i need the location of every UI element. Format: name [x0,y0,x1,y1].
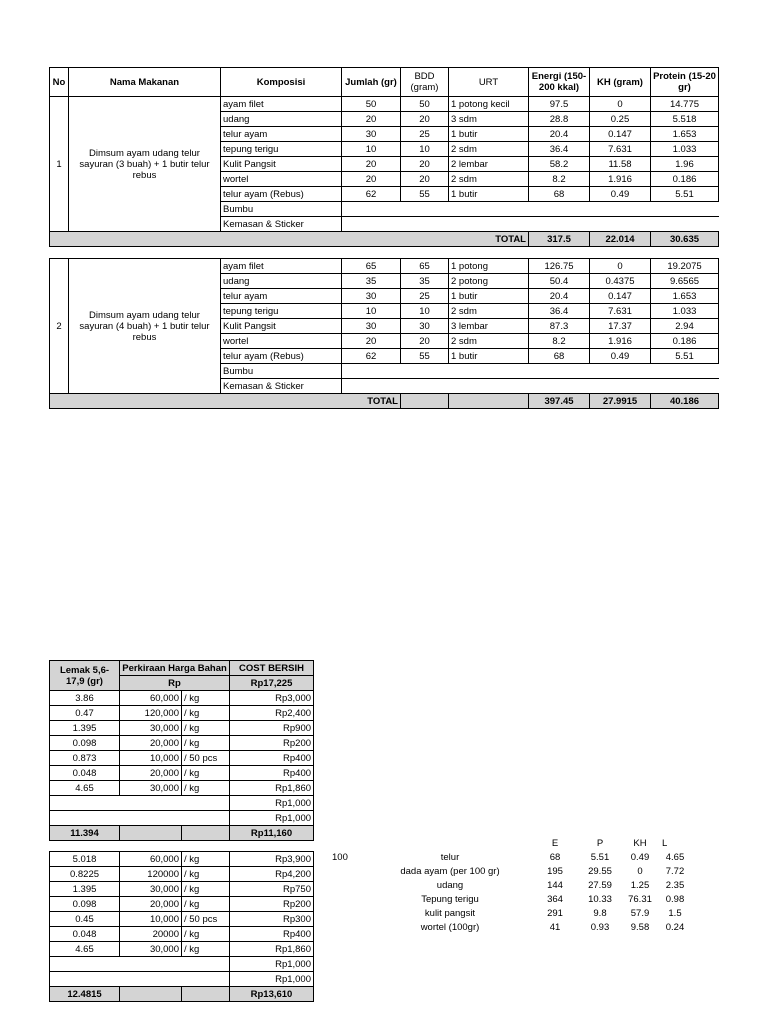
kh-cell: 0.147 [590,289,651,304]
ref-col-l: L [662,838,668,849]
cost-cell: Rp1,000 [230,957,314,972]
total-label: TOTAL [50,232,529,247]
komposisi-cell: wortel [221,334,342,349]
kh-cell: 1.916 [590,334,651,349]
cost-cell: Rp200 [230,736,314,751]
unit-cell: / kg [182,867,230,882]
cost-cell: Rp900 [230,721,314,736]
unit-cell: / kg [182,852,230,867]
energi-cell: 36.4 [529,142,590,157]
ref-e: 195 [547,866,563,877]
col-jumlah: Jumlah (gr) [342,68,401,97]
table-row [50,912,314,927]
cost-cell: Rp400 [230,751,314,766]
table-row [50,972,314,987]
protein-cell: 5.51 [651,187,719,202]
reference-row [330,907,690,921]
table-row [50,259,719,274]
table-row [50,942,314,957]
ref-kh: 0 [637,866,643,877]
ref-p: 29.55 [588,866,612,877]
energi-cell: 8.2 [529,334,590,349]
lemak-cell: 5.018 [50,852,120,867]
bdd-cell: 65 [401,259,449,274]
jumlah-cell: 62 [342,187,401,202]
jumlah-cell: 30 [342,289,401,304]
ref-col-p: P [596,838,604,849]
empty-cell [449,394,529,409]
ref-item: kulit pangsit [424,908,476,919]
cost-total-top: Rp17,225 [230,676,314,691]
cost-cell: Rp3,000 [230,691,314,706]
lemak-cell: 0.873 [50,751,120,766]
total-label: TOTAL [50,394,401,409]
bdd-cell: 35 [401,274,449,289]
kh-cell: 7.631 [590,142,651,157]
reference-row [330,893,690,907]
ref-l: 4.65 [665,852,685,863]
jumlah-cell: 30 [342,127,401,142]
protein-cell: 5.51 [651,349,719,364]
jumlah-cell: 20 [342,172,401,187]
empty-cell [182,987,230,1002]
protein-cell: 1.033 [651,304,719,319]
price-cell: 10,000 [120,912,182,927]
reference-row [330,851,690,865]
table-row [50,781,314,796]
protein-cell: 1.033 [651,142,719,157]
empty-cell [50,796,230,811]
cost-cell: Rp200 [230,897,314,912]
urt-cell: 3 sdm [449,112,529,127]
col-komposisi: Komposisi [221,68,342,97]
urt-cell: 1 butir [449,349,529,364]
urt-cell: 2 potong [449,274,529,289]
unit-cell: / kg [182,942,230,957]
energi-cell: 97.5 [529,97,590,112]
lemak-cell: 0.048 [50,927,120,942]
ref-l: 0.24 [665,922,685,933]
komposisi-cell: ayam filet [221,97,342,112]
cost-table-2 [49,851,314,1002]
price-cell: 30,000 [120,781,182,796]
bdd-cell: 10 [401,142,449,157]
table-header-row [50,68,719,97]
col-protein: Protein (15-20 gr) [651,68,719,97]
bdd-cell: 20 [401,157,449,172]
food-name: Dimsum ayam udang telur sayuran (3 buah) + 1 butir telur rebus [69,97,221,232]
empty-cell [50,811,230,826]
row-number: 1 [50,97,69,232]
total-kh: 22.014 [590,232,651,247]
komposisi-cell: Bumbu [221,202,342,217]
empty-cell [120,826,182,841]
cost-cell: Rp1,000 [230,796,314,811]
jumlah-cell: 35 [342,274,401,289]
unit-cell: / kg [182,897,230,912]
unit-cell: / kg [182,882,230,897]
unit-cell: / kg [182,706,230,721]
ref-kh: 0.49 [630,852,650,863]
ref-e: 364 [547,894,563,905]
empty-cell [50,972,230,987]
bdd-cell: 30 [401,319,449,334]
energi-cell: 68 [529,187,590,202]
ref-e: 144 [547,880,563,891]
ref-p: 10.33 [588,894,612,905]
cost-header-row [50,661,314,676]
kh-cell: 0.147 [590,127,651,142]
empty-cell [342,202,719,217]
ref-l: 7.72 [665,866,685,877]
bdd-cell: 25 [401,289,449,304]
ref-p: 27.59 [588,880,612,891]
cost-table-1 [49,660,314,841]
unit-cell: / 50 pcs [182,912,230,927]
jumlah-cell: 20 [342,157,401,172]
bdd-cell: 50 [401,97,449,112]
protein-cell: 2.94 [651,319,719,334]
table-row [50,691,314,706]
bdd-cell: 55 [401,187,449,202]
cost-cell: Rp750 [230,882,314,897]
ref-col-e: E [551,838,559,849]
lemak-cell: 1.395 [50,721,120,736]
col-no: No [50,68,69,97]
total-energi: 397.45 [529,394,590,409]
table-row [50,882,314,897]
price-cell: 60,000 [120,691,182,706]
urt-cell: 3 lembar [449,319,529,334]
urt-cell: 2 sdm [449,142,529,157]
cost-cell: Rp4,200 [230,867,314,882]
jumlah-cell: 30 [342,319,401,334]
reference-row [330,865,690,879]
total-kh: 27.9915 [590,394,651,409]
table-row [50,721,314,736]
urt-cell: 2 lembar [449,157,529,172]
energi-cell: 87.3 [529,319,590,334]
ref-p: 5.51 [590,852,610,863]
empty-cell [342,364,719,379]
jumlah-cell: 65 [342,259,401,274]
protein-cell: 5.518 [651,112,719,127]
cost-total: Rp11,160 [230,826,314,841]
ref-kh: 9.58 [630,922,650,933]
energi-cell: 68 [529,349,590,364]
kh-cell: 0.4375 [590,274,651,289]
col-rp: Rp [120,676,230,691]
unit-cell: / kg [182,781,230,796]
cost-cell: Rp1,860 [230,781,314,796]
reference-row [330,921,690,935]
jumlah-cell: 50 [342,97,401,112]
cost-cell: Rp3,900 [230,852,314,867]
lemak-cell: 0.8225 [50,867,120,882]
price-cell: 30,000 [120,882,182,897]
empty-cell [182,826,230,841]
energi-cell: 36.4 [529,304,590,319]
lemak-cell: 3.86 [50,691,120,706]
kh-cell: 0 [590,259,651,274]
ref-item: dada ayam (per 100 gr) [400,866,500,877]
lemak-cell: 1.395 [50,882,120,897]
ref-kh: 1.25 [630,880,650,891]
empty-cell [401,394,449,409]
urt-cell: 1 butir [449,187,529,202]
kh-cell: 17.37 [590,319,651,334]
kh-cell: 0.25 [590,112,651,127]
col-harga: Perkiraan Harga Bahan [120,661,230,676]
empty-cell [342,217,719,232]
nutrition-table-2 [49,258,719,409]
energi-cell: 28.8 [529,112,590,127]
kh-cell: 0 [590,97,651,112]
cost-cell: Rp400 [230,927,314,942]
lemak-total: 12.4815 [50,987,120,1002]
ref-item: Tepung terigu [421,894,479,905]
table-row [50,706,314,721]
total-energi: 317.5 [529,232,590,247]
total-row [50,232,719,247]
komposisi-cell: udang [221,274,342,289]
unit-cell: / kg [182,927,230,942]
col-kh: KH (gram) [590,68,651,97]
energi-cell: 20.4 [529,289,590,304]
table-row [50,852,314,867]
protein-cell: 0.186 [651,334,719,349]
komposisi-cell: telur ayam (Rebus) [221,349,342,364]
table-row [50,766,314,781]
lemak-total: 11.394 [50,826,120,841]
total-protein: 30.635 [651,232,719,247]
ref-l: 1.5 [668,908,682,919]
energi-cell: 58.2 [529,157,590,172]
komposisi-cell: telur ayam [221,289,342,304]
kh-cell: 11.58 [590,157,651,172]
col-bdd: BDD (gram) [401,68,449,97]
price-cell: 60,000 [120,852,182,867]
komposisi-cell: Kemasan & Sticker [221,217,342,232]
reference-header-row [330,837,690,851]
nutrition-table-1 [49,67,719,247]
price-cell: 10,000 [120,751,182,766]
urt-cell: 2 sdm [449,334,529,349]
table-row [50,736,314,751]
reference-row [330,879,690,893]
urt-cell: 2 sdm [449,172,529,187]
col-nama: Nama Makanan [69,68,221,97]
empty-cell [120,987,182,1002]
table-row [50,811,314,826]
ref-e: 41 [549,922,561,933]
komposisi-cell: telur ayam (Rebus) [221,187,342,202]
total-row [50,987,314,1002]
table-row [50,927,314,942]
price-cell: 20,000 [120,766,182,781]
unit-cell: / 50 pcs [182,751,230,766]
komposisi-cell: Kulit Pangsit [221,319,342,334]
cost-cell: Rp300 [230,912,314,927]
ref-kh: 76.31 [628,894,652,905]
empty-cell [330,865,370,879]
ref-e: 68 [549,852,561,863]
lemak-cell: 0.098 [50,897,120,912]
protein-cell: 0.186 [651,172,719,187]
total-row [50,394,719,409]
jumlah-cell: 10 [342,304,401,319]
unit-cell: / kg [182,736,230,751]
table-row [50,867,314,882]
bdd-cell: 10 [401,304,449,319]
protein-cell: 9.6565 [651,274,719,289]
bdd-cell: 20 [401,172,449,187]
kh-cell: 0.49 [590,187,651,202]
lemak-cell: 4.65 [50,942,120,957]
lemak-cell: 0.098 [50,736,120,751]
price-cell: 20,000 [120,736,182,751]
ref-col-kh: KH [633,838,647,849]
col-cost: COST BERSIH [230,661,314,676]
price-cell: 30,000 [120,721,182,736]
jumlah-cell: 20 [342,112,401,127]
ref-kh: 57.9 [630,908,650,919]
col-energi: Energi (150-200 kkal) [529,68,590,97]
urt-cell: 1 butir [449,127,529,142]
ref-base: 100 [332,852,348,863]
urt-cell: 1 potong kecil [449,97,529,112]
table-row [50,897,314,912]
urt-cell: 1 potong [449,259,529,274]
unit-cell: / kg [182,766,230,781]
urt-cell: 1 butir [449,289,529,304]
ref-l: 2.35 [665,880,685,891]
kh-cell: 7.631 [590,304,651,319]
cost-cell: Rp2,400 [230,706,314,721]
ref-l: 0.98 [665,894,685,905]
lemak-cell: 0.47 [50,706,120,721]
komposisi-cell: ayam filet [221,259,342,274]
cost-cell: Rp1,860 [230,942,314,957]
empty-cell [342,379,719,394]
bdd-cell: 25 [401,127,449,142]
price-cell: 20,000 [120,897,182,912]
energi-cell: 20.4 [529,127,590,142]
table-row [50,97,719,112]
komposisi-cell: udang [221,112,342,127]
komposisi-cell: Kemasan & Sticker [221,379,342,394]
urt-cell: 2 sdm [449,304,529,319]
unit-cell: / kg [182,721,230,736]
komposisi-cell: tepung terigu [221,304,342,319]
bdd-cell: 20 [401,112,449,127]
protein-cell: 1.653 [651,289,719,304]
cost-cell: Rp1,000 [230,811,314,826]
jumlah-cell: 62 [342,349,401,364]
ref-item: wortel (100gr) [420,922,480,933]
total-row [50,826,314,841]
ref-e: 291 [547,908,563,919]
protein-cell: 14.775 [651,97,719,112]
bdd-cell: 55 [401,349,449,364]
jumlah-cell: 10 [342,142,401,157]
komposisi-cell: tepung terigu [221,142,342,157]
ref-p: 9.8 [593,908,607,919]
empty-cell [330,879,370,893]
protein-cell: 19.2075 [651,259,719,274]
energi-cell: 8.2 [529,172,590,187]
food-name: Dimsum ayam udang telur sayuran (4 buah) + 1 butir telur rebus [69,259,221,394]
cost-total: Rp13,610 [230,987,314,1002]
komposisi-cell: telur ayam [221,127,342,142]
reference-table [330,837,690,935]
price-cell: 120000 [120,867,182,882]
unit-cell: / kg [182,691,230,706]
ref-item: udang [436,880,464,891]
ref-p: 0.93 [590,922,610,933]
komposisi-cell: Kulit Pangsit [221,157,342,172]
ref-item: telur [440,852,460,863]
empty-cell [330,921,370,935]
empty-cell [330,907,370,921]
kh-cell: 0.49 [590,349,651,364]
empty-cell [50,957,230,972]
cost-cell: Rp400 [230,766,314,781]
protein-cell: 1.96 [651,157,719,172]
row-number: 2 [50,259,69,394]
price-cell: 20000 [120,927,182,942]
table-row [50,796,314,811]
empty-cell [330,893,370,907]
price-cell: 120,000 [120,706,182,721]
komposisi-cell: wortel [221,172,342,187]
protein-cell: 1.653 [651,127,719,142]
table-row [50,751,314,766]
col-lemak: Lemak 5,6-17,9 (gr) [50,661,120,691]
price-cell: 30,000 [120,942,182,957]
bdd-cell: 20 [401,334,449,349]
total-protein: 40.186 [651,394,719,409]
kh-cell: 1.916 [590,172,651,187]
lemak-cell: 4.65 [50,781,120,796]
energi-cell: 126.75 [529,259,590,274]
col-urt: URT [449,68,529,97]
cost-cell: Rp1,000 [230,972,314,987]
table-row [50,957,314,972]
komposisi-cell: Bumbu [221,364,342,379]
lemak-cell: 0.45 [50,912,120,927]
jumlah-cell: 20 [342,334,401,349]
lemak-cell: 0.048 [50,766,120,781]
energi-cell: 50.4 [529,274,590,289]
